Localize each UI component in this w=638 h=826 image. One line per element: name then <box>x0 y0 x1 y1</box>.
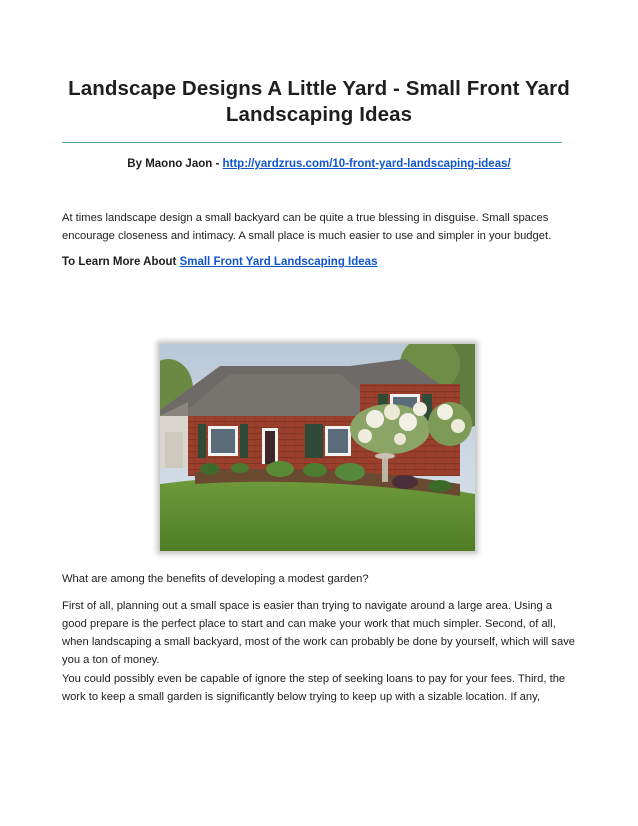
question-paragraph: What are among the benefits of developing a modest garden? <box>62 573 369 585</box>
byline-source-link[interactable]: http://yardzrus.com/10-front-yard-landscaping-ideas/ <box>222 158 511 170</box>
house-garden-photo <box>160 344 475 551</box>
learn-more-line <box>62 255 576 270</box>
title-divider <box>62 142 562 143</box>
photo-illustration <box>160 344 475 551</box>
byline <box>62 157 576 172</box>
learn-more-label: To Learn More About <box>62 256 180 268</box>
learn-more-link[interactable]: Small Front Yard Landscaping Ideas <box>179 256 378 268</box>
benefits-paragraph-2: You could possibly even be capable of ignore the step of seeking loans to pay for your fees. Third, the work to keep a small garden is significantly below trying to keep up with a sizable location. If any, <box>62 673 566 703</box>
page-title: Landscape Designs A Little Yard - Small Front Yard Landscaping Ideas <box>68 77 570 126</box>
benefits-paragraph-1: First of all, planning out a small space is easier than trying to navigate around a large area. Using a good prepare is the perfect place to start and can make your work that much simpler. Second, of all, when landscaping a small backyard, most of the work can probably be done by yourself, which will save you a ton of money. <box>62 600 576 666</box>
byline-author: By Maono Jaon - <box>127 158 223 170</box>
intro-paragraph: At times landscape design a small backyard can be quite a true blessing in disguise. Small spaces encourage closeness and intimacy. A small place is much easier to use and simpler in your budget. <box>62 212 552 242</box>
